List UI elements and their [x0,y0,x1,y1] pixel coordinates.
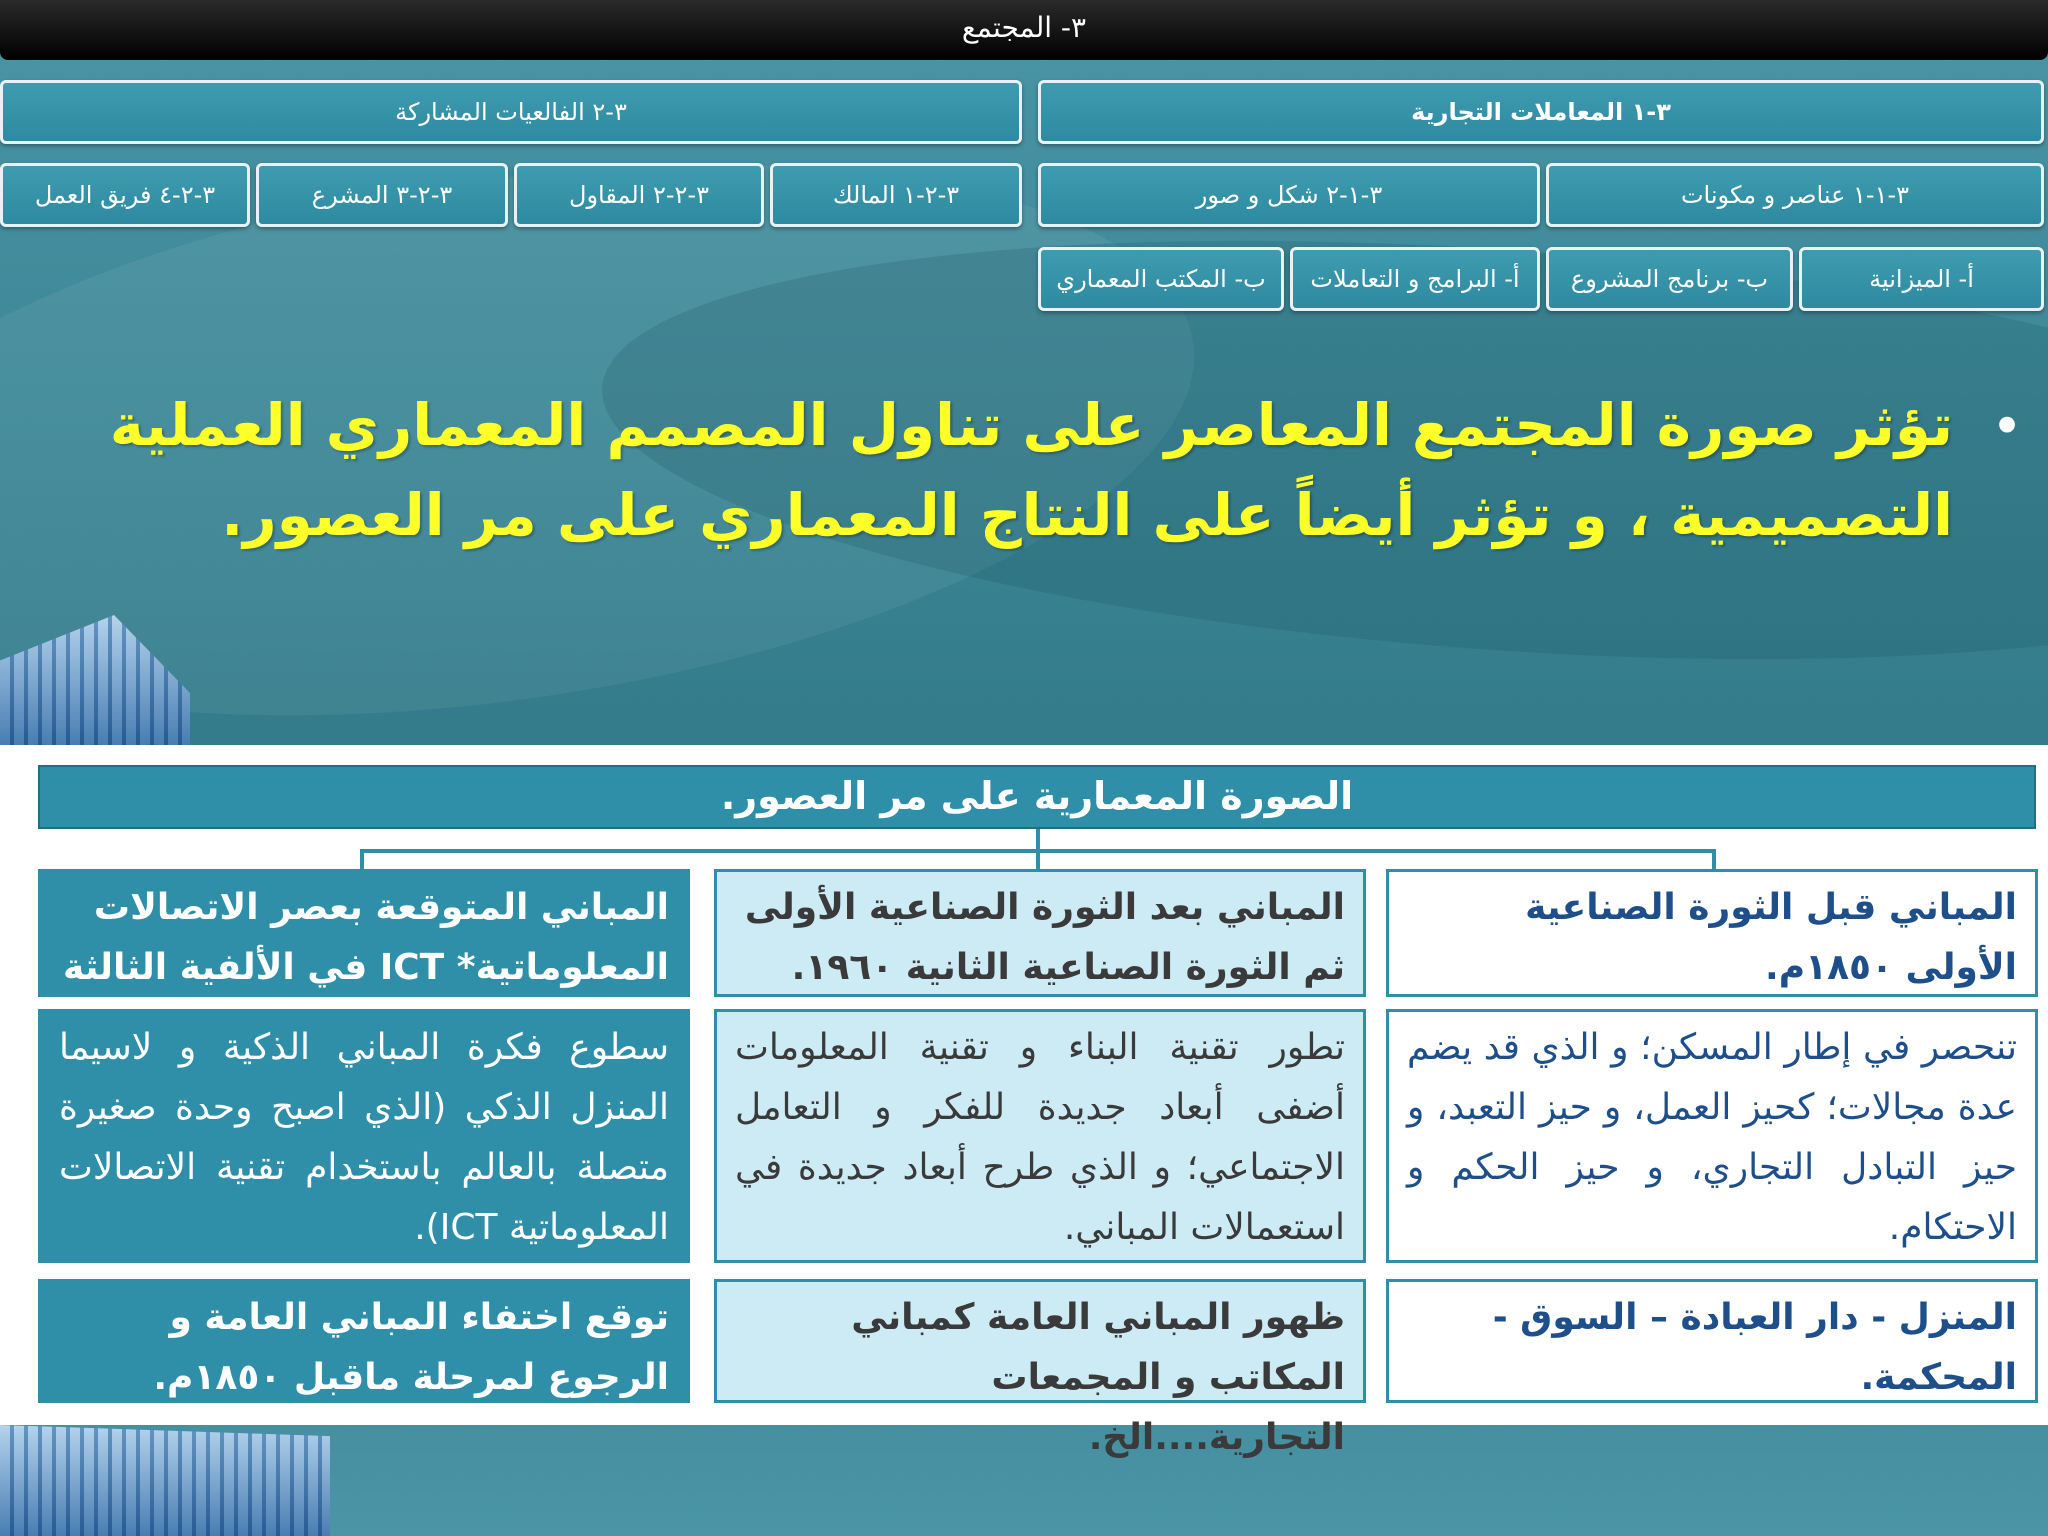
nav-button-work-team[interactable]: ٣-٢-٤ فريق العمل [0,163,250,227]
nav-button-architectural-office[interactable]: ب- المكتب المعماري [1038,247,1284,311]
table-cell-ict-era-description: سطوع فكرة المباني الذكية و لاسيما المنزل الذكي (الذي اصبح وحدة صغيرة متصلة بالعالم باستخدام تقنية الاتصالات المعلوماتية ICT). [38,1009,690,1263]
nav-button-participating-parties[interactable]: ٣-٢ الفالعيات المشاركة [0,80,1022,144]
connector-line [1036,849,1040,869]
nav-button-project-program[interactable]: ب- برنامج المشروع [1546,247,1793,311]
architecture-eras-table [0,745,2048,1458]
table-cell-pre-industrial-description: تنحصر في إطار المسكن؛ و الذي قد يضم عدة مجالات؛ كحيز العمل، و حيز التعبد، و حيز التبادل التجاري، و حيز الحكم و الاحتكام. [1386,1009,2038,1263]
table-cell-pre-industrial-examples: المنزل - دار العبادة – السوق - المحكمة. [1386,1279,2038,1403]
bullet-icon: • [1991,395,2023,458]
connector-line [360,849,364,869]
nav-button-owner[interactable]: ٣-٢-١ المالك [770,163,1022,227]
connector-line [1036,829,1040,851]
connector-line [1712,849,1716,869]
nav-button-elements-components[interactable]: ٣-١-١ عناصر و مكونات [1546,163,2044,227]
table-cell-post-industrial-examples: ظهور المباني العامة كمباني المكاتب و المجمعات التجارية....الخ. [714,1279,1366,1403]
nav-button-legislator[interactable]: ٣-٢-٣ المشرع [256,163,508,227]
main-statement: تؤثر صورة المجتمع المعاصر على تناول المصمم المعماري العملية التصميمية ، و تؤثر أيضاً على النتاج المعماري على مر العصور. [109,391,1953,549]
nav-button-budget[interactable]: أ- الميزانية [1799,247,2044,311]
building-image [0,1425,330,1536]
page-title: ٣- المجتمع [961,11,1087,44]
nav-button-programs-transactions[interactable]: أ- البرامج و التعاملات [1290,247,1540,311]
table-heading-post-industrial: المباني بعد الثورة الصناعية الأولى ثم الثورة الصناعية الثانية ١٩٦٠. [714,869,1366,997]
nav-button-commercial-transactions[interactable]: ٣-١ المعاملات التجارية [1038,80,2044,144]
table-cell-ict-era-examples: توقع اختفاء المباني العامة و الرجوع لمرحلة ماقبل ١٨٥٠م. [38,1279,690,1403]
table-heading-pre-industrial: المباني قبل الثورة الصناعية الأولى ١٨٥٠م. [1386,869,2038,997]
table-heading-ict-era: المباني المتوقعة بعصر الاتصالات المعلوماتية* ICT في الألفية الثالثة [38,869,690,997]
nav-button-contractor[interactable]: ٣-٢-٢ المقاول [514,163,764,227]
page-title-bar [0,0,2048,60]
nav-button-form-images[interactable]: ٣-١-٢ شكل و صور [1038,163,1540,227]
table-cell-post-industrial-description: تطور تقنية البناء و تقنية المعلومات أضفى أبعاد جديدة للفكر و التعامل الاجتماعي؛ و الذي طرح أبعاد جديدة في استعمالات المباني. [714,1009,1366,1263]
table-title: الصورة المعمارية على مر العصور. [38,765,2036,829]
